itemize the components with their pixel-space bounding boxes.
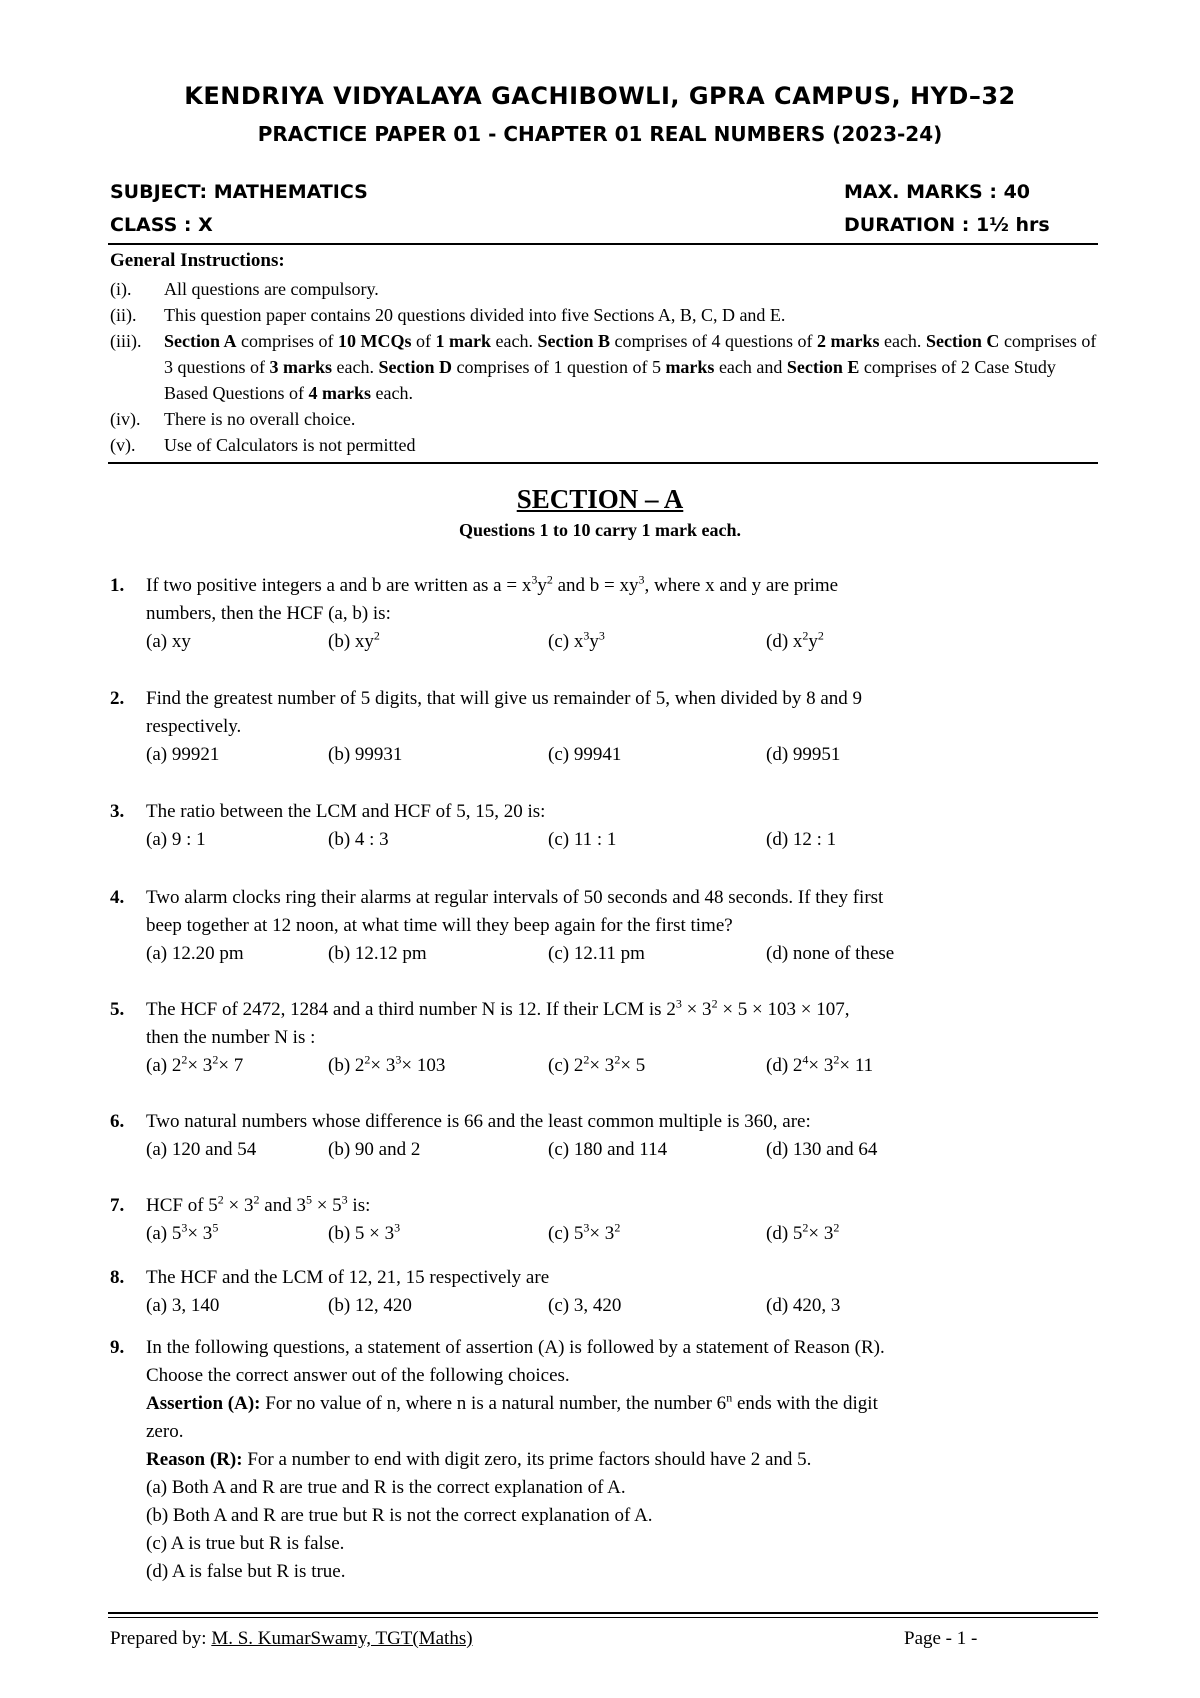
header-divider bbox=[108, 243, 1098, 245]
option-c: (c) $2^2\times 3^2\times 5$ bbox=[548, 1052, 646, 1076]
options bbox=[146, 1136, 1100, 1164]
option-d: (d) A is false but R is true. bbox=[146, 1561, 346, 1582]
instructions-title: General Instructions: bbox=[110, 250, 285, 271]
option-a: (a) $5^3\times 3^5$ bbox=[146, 1220, 219, 1244]
option-b: (b) 90 and 2 bbox=[328, 1139, 421, 1160]
options bbox=[146, 1292, 1100, 1320]
instruction-item: (iii). Section A comprises of 10 MCQs of 1 mark each. Section B comprises of 4 questions of 2 marks each. Section C comprises of 3 questions of 3 marks each. Section D comprises of 1 question of 5 marks each and Section E comprises of 2 Case Study Based Questions of 4 marks each. bbox=[110, 331, 1097, 403]
option-b: (b) $xy^2$ bbox=[328, 628, 380, 652]
option-b: (b) Both A and R are true but R is not the correct explanation of A. bbox=[146, 1505, 653, 1526]
question-4: 4. Two alarm clocks ring their alarms at regular intervals of 50 seconds and 48 seconds. If they first beep together at 12 noon, at what time will they beep again for the first time? (a) 12.20 pm (b) 12.12 pm (c) 12.11 pm (d) none of these bbox=[110, 884, 1100, 968]
question-8: 8. The HCF and the LCM of 12, 21, 15 respectively are (a) 3, 140 (b) 12, 420 (c) 3, 420 (d) 420, 3 bbox=[110, 1264, 1100, 1320]
option-d: (d) 420, 3 bbox=[766, 1295, 841, 1316]
option-c: (c) 11 : 1 bbox=[548, 829, 617, 850]
instruction-item: (ii). This question paper contains 20 questions divided into five Sections A, B, C, D and E. bbox=[110, 305, 786, 325]
question-1: 1. If two positive integers a and b are written as $a = x^3y^2$ and $b = xy^3$, where x and y are prime numbers, then the HCF (a, b) is: (a) xy (b) $xy^2$ (c) $x^3y^3$ (d) $x^2y^2$ bbox=[110, 572, 1100, 656]
question-3: 3. The ratio between the LCM and HCF of 5, 15, 20 is: (a) 9 : 1 (b) 4 : 3 (c) 11 : 1 (d) 12 : 1 bbox=[110, 798, 1100, 854]
prepared-label: Prepared by: bbox=[110, 1628, 212, 1649]
paper-title: PRACTICE PAPER 01 - CHAPTER 01 REAL NUMBERS (2023-24) bbox=[257, 122, 943, 146]
instruction-item: (v). Use of Calculators is not permitted bbox=[110, 435, 416, 455]
option-d: (d) 99951 bbox=[766, 744, 841, 765]
option-d: (d) $x^2y^2$ bbox=[766, 628, 824, 652]
options bbox=[146, 1052, 1100, 1080]
question-9: 9. In the following questions, a statement of assertion (A) is followed by a statement of Reason (R). Choose the correct answer out of the following choices. Assertion (A): For no value of n, where n is a natural number, the number 6$^n$ ends with the digit zero. Reason (R): For a number to end with digit zero, its prime factors should have 2 and 5. (a) Both A and R are true and R is the correct explanation of A. (b) Both A and R are true but R is not the correct explanation of A. (c) A is true but R is false. (d) A is false but R is true. bbox=[110, 1334, 1100, 1586]
section-title: SECTION – A bbox=[516, 484, 684, 514]
assertion: Assertion (A): For no value of n, where n is a natural number, the number 6$^n$ ends with the digit bbox=[146, 1390, 878, 1414]
option-d: (d) $5^2\times 3^2$ bbox=[766, 1220, 840, 1244]
option-a: (a) xy bbox=[146, 631, 191, 652]
question-6: 6. Two natural numbers whose difference is 66 and the least common multiple is 360, are: (a) 120 and 54 (b) 90 and 2 (c) 180 and 114 (d) 130 and 64 bbox=[110, 1108, 1100, 1164]
option-b: (b) 12.12 pm bbox=[328, 943, 427, 964]
meta-row-2 bbox=[110, 214, 1094, 236]
reason: Reason (R): For a number to end with digit zero, its prime factors should have 2 and 5. bbox=[146, 1449, 812, 1470]
option-a: (a) $2^2\times 3^2\times 7$ bbox=[146, 1052, 244, 1076]
options bbox=[146, 1220, 1100, 1248]
option-b: (b) 99931 bbox=[328, 744, 403, 765]
max-marks: MAX. MARKS : 40 bbox=[844, 181, 1031, 203]
question-text: If two positive integers a and b are written as $a = x^3y^2$ and $b = xy^3$, where x and y are prime bbox=[146, 572, 839, 596]
option-d: (d) 130 and 64 bbox=[766, 1139, 878, 1160]
option-b: (b) 12, 420 bbox=[328, 1295, 412, 1316]
footer-divider bbox=[108, 1612, 1098, 1614]
option-b: (b) 4 : 3 bbox=[328, 829, 389, 850]
instructions-list bbox=[110, 276, 1098, 458]
instruction-item: (i). All questions are compulsory. bbox=[110, 279, 379, 299]
option-d: (d) 12 : 1 bbox=[766, 829, 837, 850]
options bbox=[146, 940, 1100, 968]
page-number: Page - 1 - bbox=[904, 1628, 978, 1649]
option-c: (c) A is true but R is false. bbox=[146, 1533, 345, 1554]
option-a: (a) 12.20 pm bbox=[146, 943, 244, 964]
option-a: (a) Both A and R are true and R is the correct explanation of A. bbox=[146, 1477, 626, 1498]
option-c: (c) 12.11 pm bbox=[548, 943, 645, 964]
subject-label: SUBJECT: MATHEMATICS bbox=[110, 181, 368, 203]
options bbox=[146, 628, 1100, 656]
question-5: 5. The HCF of 2472, 1284 and a third number N is 12. If their LCM is $2^3 \times 3^2 \times 5 \times 103 \times 107$, then the number N is : (a) $2^2\times 3^2\times 7$ (b) $2^2\times 3^3\times 103$ (c) $2^2\times 3^2\times 5$ (d) $2^4\times 3^2\times 11$ bbox=[110, 996, 1100, 1080]
question-7: 7. HCF of $5^2 \times 3^2$ and $3^5 \times 5^3$ is: (a) $5^3\times 3^5$ (b) $5 \times 3^3$ (c) $5^3\times 3^2$ (d) $5^2\times 3^2$ bbox=[110, 1192, 1100, 1248]
option-c: (c) $5^3\times 3^2$ bbox=[548, 1220, 621, 1244]
instructions-divider bbox=[108, 462, 1098, 464]
school-name: KENDRIYA VIDYALAYA GACHIBOWLI, GPRA CAMPUS, HYD–32 bbox=[184, 82, 1016, 110]
option-d: (d) none of these bbox=[766, 943, 895, 964]
option-a: (a) 3, 140 bbox=[146, 1295, 220, 1316]
footer-divider-thin bbox=[108, 1617, 1098, 1618]
meta-row-1 bbox=[110, 181, 1094, 203]
option-d: (d) $2^4\times 3^2\times 11$ bbox=[766, 1052, 874, 1076]
duration: DURATION : 1½ hrs bbox=[844, 214, 1050, 236]
option-a: (a) 120 and 54 bbox=[146, 1139, 257, 1160]
option-c: (c) $x^3y^3$ bbox=[548, 628, 605, 652]
author-name: M. S. KumarSwamy, TGT(Maths) bbox=[211, 1628, 473, 1649]
option-b: (b) $2^2\times 3^3\times 103$ bbox=[328, 1052, 446, 1076]
class-label: CLASS : X bbox=[110, 214, 213, 236]
option-a: (a) 9 : 1 bbox=[146, 829, 206, 850]
options bbox=[146, 741, 1100, 769]
options bbox=[146, 826, 1100, 854]
option-a: (a) 99921 bbox=[146, 744, 220, 765]
footer bbox=[110, 1628, 1094, 1650]
option-c: (c) 180 and 114 bbox=[548, 1139, 668, 1160]
option-c: (c) 99941 bbox=[548, 744, 622, 765]
instruction-item: (iv). There is no overall choice. bbox=[110, 409, 356, 429]
question-2: 2. Find the greatest number of 5 digits, that will give us remainder of 5, when divided by 8 and 9 respectively. (a) 99921 (b) 99931 (c) 99941 (d) 99951 bbox=[110, 685, 1100, 769]
option-c: (c) 3, 420 bbox=[548, 1295, 622, 1316]
option-b: (b) $5 \times 3^3$ bbox=[328, 1220, 401, 1244]
section-subtitle: Questions 1 to 10 carry 1 mark each. bbox=[459, 520, 741, 540]
